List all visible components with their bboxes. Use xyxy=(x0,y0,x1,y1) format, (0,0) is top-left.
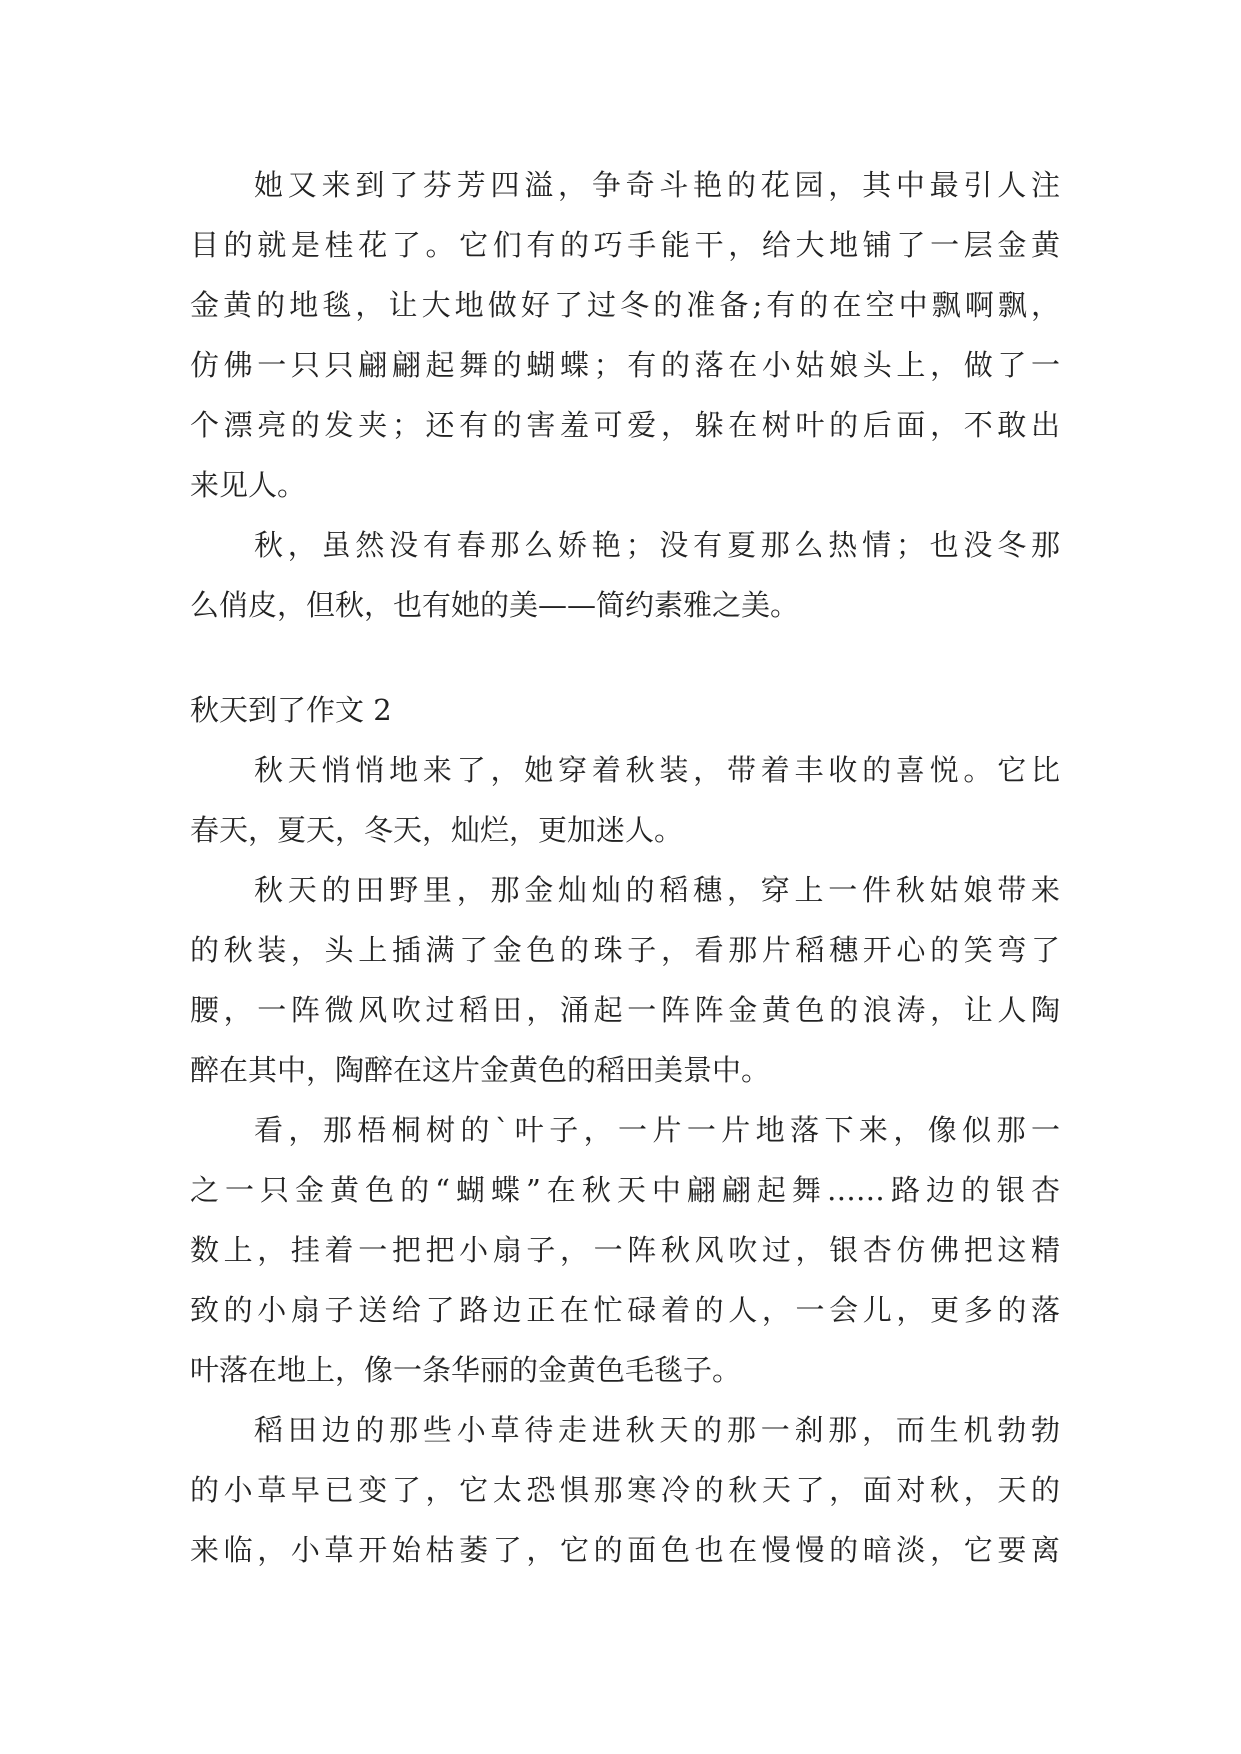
paragraph-line: 看，那梧桐树的`叶子，一片一片地落下来，像似那一 xyxy=(254,1113,1060,1147)
paragraph-line: 秋，虽然没有春那么娇艳；没有夏那么热情；也没冬那 xyxy=(254,528,1060,562)
section-title: 秋天到了作文 2 xyxy=(190,693,392,727)
paragraph-line: 醉在其中，陶醉在这片金黄色的稻田美景中。 xyxy=(190,1053,771,1087)
paragraph-line: 的秋装，头上插满了金色的珠子，看那片稻穗开心的笑弯了 xyxy=(190,933,1060,967)
paragraph-line: 仿佛一只只翩翩起舞的蝴蝶；有的落在小姑娘头上，做了一 xyxy=(190,348,1060,382)
paragraph-line: 来见人。 xyxy=(190,468,307,502)
paragraph-line: 个漂亮的发夹；还有的害羞可爱，躲在树叶的后面，不敢出 xyxy=(190,408,1060,442)
paragraph-line: 金黄的地毯，让大地做好了过冬的准备;有的在空中飘啊飘， xyxy=(190,288,1060,322)
paragraph-line: 稻田边的那些小草待走进秋天的那一刹那，而生机勃勃 xyxy=(254,1413,1060,1447)
paragraph-line: 致的小扇子送给了路边正在忙碌着的人，一会儿，更多的落 xyxy=(190,1293,1060,1327)
paragraph-line: 春天，夏天，冬天，灿烂，更加迷人。 xyxy=(190,813,684,847)
paragraph-line: 叶落在地上，像一条华丽的金黄色毛毯子。 xyxy=(190,1353,742,1387)
paragraph-line: 秋天的田野里，那金灿灿的稻穗，穿上一件秋姑娘带来 xyxy=(254,873,1060,907)
paragraph-line: 来临，小草开始枯萎了，它的面色也在慢慢的暗淡，它要离 xyxy=(190,1533,1060,1567)
paragraph-line: 秋天悄悄地来了，她穿着秋装，带着丰收的喜悦。它比 xyxy=(254,753,1060,787)
paragraph-line: 数上，挂着一把把小扇子，一阵秋风吹过，银杏仿佛把这精 xyxy=(190,1233,1060,1267)
paragraph-line: 么俏皮，但秋，也有她的美——简约素雅之美。 xyxy=(190,588,800,622)
paragraph-line: 腰，一阵微风吹过稻田，涌起一阵阵金黄色的浪涛，让人陶 xyxy=(190,993,1060,1027)
paragraph-line: 的小草早已变了，它太恐惧那寒冷的秋天了，面对秋，天的 xyxy=(190,1473,1060,1507)
paragraph-line: 目的就是桂花了。它们有的巧手能干，给大地铺了一层金黄 xyxy=(190,228,1060,262)
paragraph-line: 之一只金黄色的“蝴蝶”在秋天中翩翩起舞……路边的银杏 xyxy=(190,1173,1060,1207)
paragraph-line: 她又来到了芬芳四溢，争奇斗艳的花园，其中最引人注 xyxy=(254,168,1060,202)
